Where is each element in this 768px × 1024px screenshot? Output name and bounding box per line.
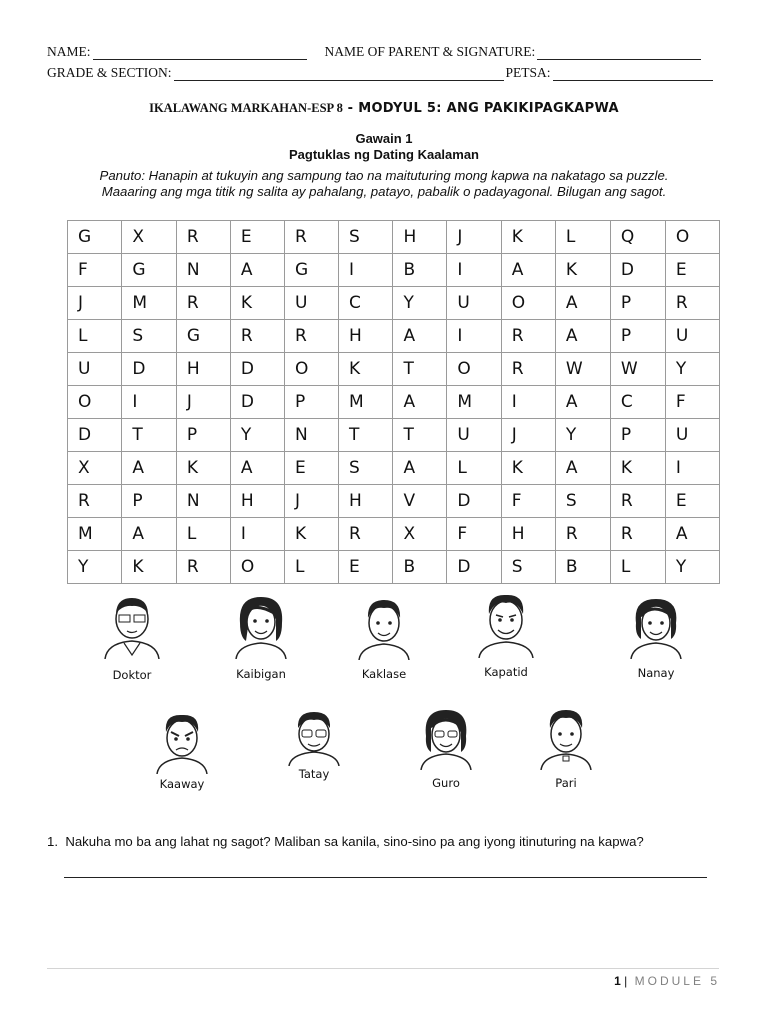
puzzle-cell[interactable]: F [501,485,555,518]
name-label: NAME: [47,44,91,59]
puzzle-cell[interactable]: P [176,419,230,452]
petsa-label: PETSA: [505,65,551,80]
puzzle-cell[interactable]: I [339,254,393,287]
doctor-face-icon [97,593,167,659]
puzzle-cell[interactable]: R [610,485,665,518]
puzzle-cell[interactable]: B [393,254,447,287]
sibling-face-icon [471,592,541,658]
puzzle-cell[interactable]: I [501,386,555,419]
puzzle-cell[interactable]: Y [555,419,610,452]
person-kaklase [329,596,439,681]
puzzle-cell[interactable]: A [555,287,610,320]
footer-separator: | [620,974,631,988]
puzzle-cell[interactable]: G [122,254,176,287]
puzzle-cell[interactable]: I [447,254,501,287]
puzzle-cell[interactable]: R [284,221,338,254]
puzzle-cell[interactable]: Y [68,551,122,584]
puzzle-cell[interactable]: A [393,452,447,485]
title-module: - MODYUL 5: ANG PAKIKIPAGKAPWA [342,101,619,116]
puzzle-cell[interactable]: R [176,287,230,320]
name-line [47,44,719,60]
puzzle-cell[interactable]: O [447,353,501,386]
name-field[interactable] [93,47,307,60]
person-label: Nanay [637,666,675,680]
grade-label: GRADE & SECTION: [47,65,172,80]
puzzle-cell[interactable]: A [393,320,447,353]
puzzle-cell[interactable]: D [68,419,122,452]
puzzle-cell[interactable]: K [555,254,610,287]
puzzle-cell[interactable]: T [122,419,176,452]
puzzle-cell[interactable]: F [665,386,719,419]
puzzle-cell[interactable]: S [501,551,555,584]
puzzle-cell[interactable]: J [501,419,555,452]
puzzle-cell[interactable]: K [339,353,393,386]
puzzle-cell[interactable]: J [176,386,230,419]
page-number: 1 [614,974,621,988]
puzzle-cell[interactable]: C [610,386,665,419]
puzzle-cell[interactable]: L [447,452,501,485]
puzzle-cell[interactable]: K [284,518,338,551]
puzzle-cell[interactable]: H [393,221,447,254]
puzzle-cell[interactable]: H [176,353,230,386]
puzzle-cell[interactable]: R [501,353,555,386]
puzzle-cell[interactable]: C [339,287,393,320]
person-tatay [259,710,369,781]
classmate-face-icon [349,596,419,660]
puzzle-cell[interactable]: G [68,221,122,254]
puzzle-cell[interactable]: J [68,287,122,320]
puzzle-cell[interactable]: K [610,452,665,485]
question-number: 1. [47,834,58,849]
puzzle-cell[interactable]: I [122,386,176,419]
person-label: Pari [555,776,577,790]
puzzle-cell[interactable]: U [447,419,501,452]
puzzle-cell[interactable]: A [555,320,610,353]
puzzle-cell[interactable]: R [230,320,284,353]
puzzle-cell[interactable]: A [122,452,176,485]
puzzle-cell[interactable]: A [230,452,284,485]
puzzle-cell[interactable]: B [393,551,447,584]
puzzle-cell[interactable]: J [284,485,338,518]
puzzle-cell[interactable]: P [284,386,338,419]
puzzle-cell[interactable]: R [284,320,338,353]
puzzle-cell[interactable]: D [610,254,665,287]
puzzle-cell[interactable]: H [339,320,393,353]
puzzle-cell[interactable]: E [339,551,393,584]
puzzle-cell[interactable]: W [610,353,665,386]
puzzle-cell[interactable]: E [230,221,284,254]
puzzle-cell[interactable]: Y [665,551,719,584]
mother-face-icon [621,595,691,659]
puzzle-row [68,551,720,584]
puzzle-cell[interactable]: U [665,419,719,452]
grade-line [47,65,719,81]
puzzle-row [68,254,720,287]
puzzle-row [68,485,720,518]
puzzle-cell[interactable]: K [176,452,230,485]
puzzle-cell[interactable]: S [339,221,393,254]
puzzle-cell[interactable]: P [610,320,665,353]
puzzle-row [68,353,720,386]
puzzle-cell[interactable]: L [610,551,665,584]
puzzle-cell[interactable]: T [393,419,447,452]
puzzle-cell[interactable]: S [339,452,393,485]
puzzle-cell[interactable]: K [501,221,555,254]
puzzle-cell[interactable]: A [122,518,176,551]
puzzle-cell[interactable]: R [555,518,610,551]
person-label: Kaklase [361,667,407,681]
grade-section-field[interactable] [174,68,504,81]
person-pari [511,706,621,790]
puzzle-cell[interactable]: P [610,287,665,320]
person-label: Tatay [298,767,330,781]
title-quarter: IKALAWANG MARKAHAN-ESP 8 [149,101,343,115]
person-doktor [77,593,187,682]
person-kaaway [127,710,237,791]
puzzle-cell[interactable]: X [393,518,447,551]
puzzle-cell[interactable]: Y [393,287,447,320]
puzzle-row [68,518,720,551]
puzzle-cell[interactable]: S [122,320,176,353]
puzzle-cell[interactable]: U [68,353,122,386]
puzzle-cell[interactable]: O [230,551,284,584]
teacher-face-icon [411,706,481,770]
puzzle-cell[interactable]: I [665,452,719,485]
person-label: Doktor [112,668,152,682]
puzzle-cell[interactable]: L [176,518,230,551]
puzzle-cell[interactable]: L [555,221,610,254]
puzzle-cell[interactable]: A [665,518,719,551]
puzzle-cell[interactable]: R [176,221,230,254]
puzzle-cell[interactable]: T [393,353,447,386]
petsa-field[interactable] [553,68,713,81]
puzzle-row [68,287,720,320]
puzzle-cell[interactable]: R [610,518,665,551]
parent-label: NAME OF PARENT & SIGNATURE: [324,44,536,59]
puzzle-cell[interactable]: P [610,419,665,452]
puzzle-cell[interactable]: D [447,551,501,584]
puzzle-row [68,320,720,353]
instructions-line-2: Maaaring ang mga titik ng salita ay pahalang, patayo, pabalik o padayagonal. Bilugan ang sagot. [101,184,667,199]
instructions-line-1: Panuto: Hanapin at tukuyin ang sampung tao na maituturing mong kapwa na nakatago sa puzzle. [99,168,669,183]
enemy-face-icon [147,710,217,774]
puzzle-cell[interactable]: M [68,518,122,551]
puzzle-cell[interactable]: S [555,485,610,518]
puzzle-cell[interactable]: N [176,485,230,518]
puzzle-cell[interactable]: G [176,320,230,353]
puzzle-cell[interactable]: I [230,518,284,551]
father-face-icon [279,710,349,766]
puzzle-cell[interactable]: M [447,386,501,419]
person-kapatid [451,592,561,679]
puzzle-row [68,419,720,452]
puzzle-cell[interactable]: B [555,551,610,584]
puzzle-cell[interactable]: A [393,386,447,419]
person-label: Kaibigan [236,667,286,681]
puzzle-cell[interactable]: A [501,254,555,287]
person-guro [391,706,501,790]
puzzle-cell[interactable]: H [501,518,555,551]
puzzle-cell[interactable]: E [284,452,338,485]
puzzle-cell[interactable]: E [665,485,719,518]
question-text: Nakuha mo ba ang lahat ng sagot? Maliban sa kanila, sino-sino pa ang iyong itinuturing na kapwa? [65,834,644,849]
puzzle-cell[interactable]: F [68,254,122,287]
puzzle-cell[interactable]: O [284,353,338,386]
puzzle-cell[interactable]: X [122,221,176,254]
puzzle-cell[interactable]: G [284,254,338,287]
puzzle-cell[interactable]: U [665,320,719,353]
puzzle-cell[interactable]: A [555,386,610,419]
puzzle-cell[interactable]: L [284,551,338,584]
puzzle-cell[interactable]: R [176,551,230,584]
person-kaibigan [206,593,316,681]
puzzle-cell[interactable]: A [230,254,284,287]
puzzle-cell[interactable]: F [447,518,501,551]
puzzle-cell[interactable]: T [339,419,393,452]
puzzle-cell[interactable]: A [555,452,610,485]
puzzle-row [68,386,720,419]
activity-name: Gawain 1 [355,131,413,146]
puzzle-cell[interactable]: Q [610,221,665,254]
instructions [0,168,768,200]
puzzle-cell[interactable]: H [230,485,284,518]
puzzle-cell[interactable]: H [339,485,393,518]
person-label: Guro [432,776,460,790]
page-title [0,99,768,116]
puzzle-row [68,452,720,485]
footer-divider [47,968,719,969]
puzzle-cell[interactable]: R [501,320,555,353]
parent-signature-field[interactable] [537,47,701,60]
puzzle-cell[interactable]: D [122,353,176,386]
word-search-grid [67,220,720,584]
puzzle-cell[interactable]: R [665,287,719,320]
puzzle-cell[interactable]: K [122,551,176,584]
friend-face-icon [226,593,296,659]
puzzle-cell[interactable]: R [339,518,393,551]
puzzle-cell[interactable]: J [447,221,501,254]
puzzle-cell[interactable]: I [447,320,501,353]
person-nanay [601,595,711,680]
puzzle-cell[interactable]: W [555,353,610,386]
module-label: MODULE 5 [634,974,720,988]
puzzle-cell[interactable]: K [230,287,284,320]
puzzle-cell[interactable]: D [230,386,284,419]
answer-line[interactable] [64,877,707,878]
priest-face-icon [531,706,601,770]
puzzle-cell[interactable]: O [665,221,719,254]
puzzle-cell[interactable]: Y [665,353,719,386]
activity-subtitle: Pagtuklas ng Dating Kaalaman [289,147,479,162]
person-label: Kaaway [159,777,205,791]
person-label: Kapatid [484,665,528,679]
puzzle-cell[interactable]: E [665,254,719,287]
puzzle-cell[interactable]: D [447,485,501,518]
puzzle-cell[interactable]: N [284,419,338,452]
puzzle-cell[interactable]: P [122,485,176,518]
page-footer [614,974,720,988]
puzzle-row [68,221,720,254]
puzzle-cell[interactable]: V [393,485,447,518]
question-1 [47,834,644,849]
puzzle-cell[interactable]: D [230,353,284,386]
puzzle-cell[interactable]: M [122,287,176,320]
puzzle-cell[interactable]: R [68,485,122,518]
puzzle-cell[interactable]: U [284,287,338,320]
puzzle-cell[interactable]: K [501,452,555,485]
puzzle-cell[interactable]: L [68,320,122,353]
puzzle-cell[interactable]: O [501,287,555,320]
puzzle-cell[interactable]: M [339,386,393,419]
puzzle-cell[interactable]: X [68,452,122,485]
puzzle-cell[interactable]: U [447,287,501,320]
puzzle-cell[interactable]: Y [230,419,284,452]
puzzle-cell[interactable]: N [176,254,230,287]
puzzle-cell[interactable]: O [68,386,122,419]
